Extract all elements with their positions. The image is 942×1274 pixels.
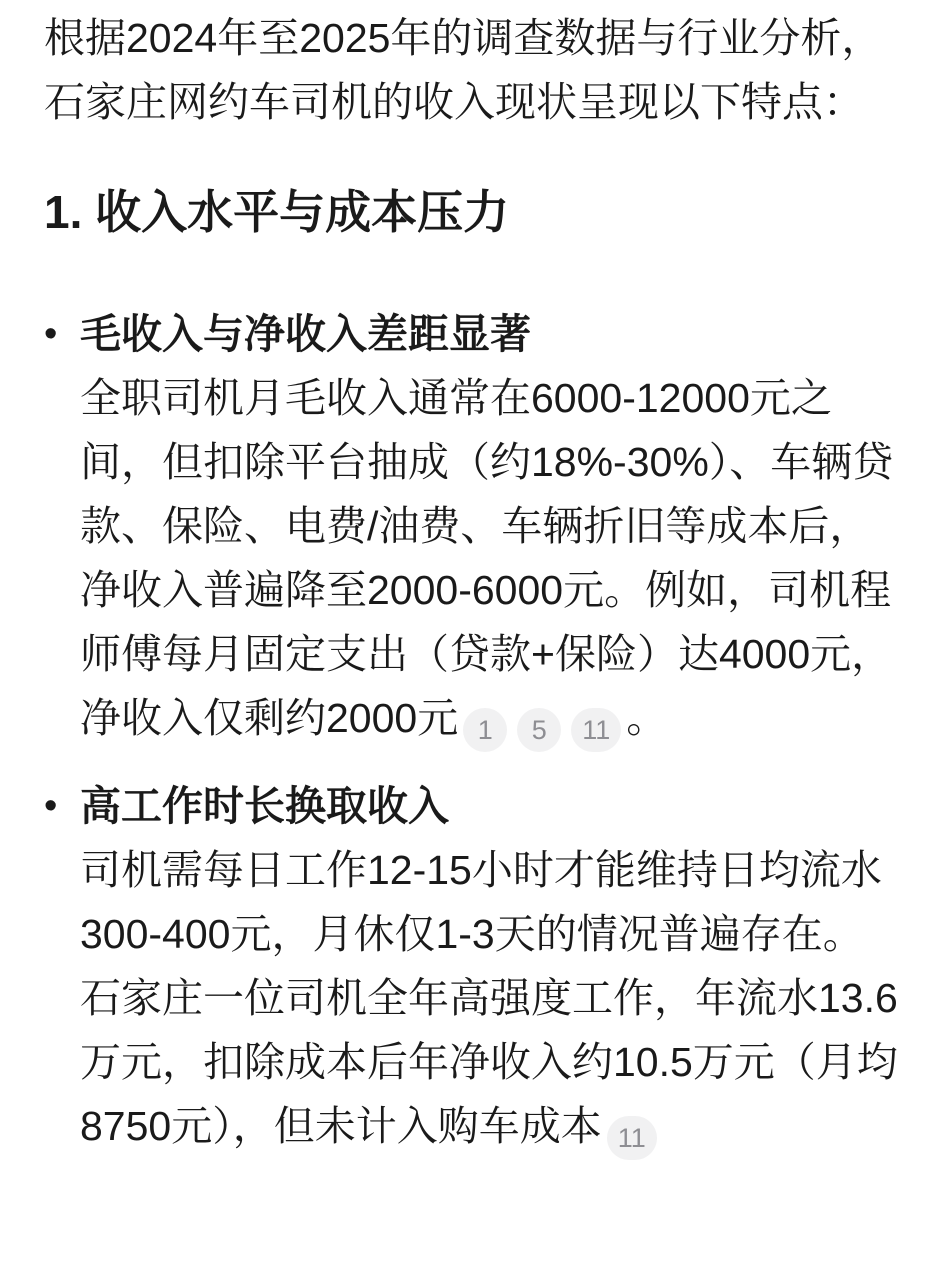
bullet-list — [44, 302, 904, 1160]
bullet-body-period: 。 — [626, 695, 668, 741]
intro-paragraph: 根据2024年至2025年的调查数据与行业分析，石家庄网约车司机的收入现状呈现以下特点： — [44, 15, 883, 125]
bullet-dot-icon: • — [44, 785, 58, 827]
bullet-title: 毛收入与净收入差距显著 — [80, 311, 531, 357]
citation-badge-1[interactable]: 1 — [463, 708, 507, 752]
bullet-body-text: 司机需每日工作12-15小时才能维持日均流水300-400元，月休仅1-3天的情况普遍存在。石家庄一位司机全年高强度工作，年流水13.6万元，扣除成本后年净收入约10.5万元（月均8750元），但未计入购车成本 — [80, 847, 898, 1149]
citation-badge-11[interactable]: 11 — [607, 1116, 657, 1160]
section-heading: 1. 收入水平与成本压力 — [44, 186, 510, 238]
bullet-dot-icon: • — [44, 313, 58, 355]
bullet-content — [80, 302, 904, 752]
bullet-content — [80, 774, 904, 1160]
bullet-item-gross-vs-net — [44, 302, 904, 752]
bullet-body-text: 全职司机月毛收入通常在6000-12000元之间，但扣除平台抽成（约18%-30%）、车辆贷款、保险、电费/油费、车辆折旧等成本后，净收入普遍降至2000-6000元。例如，司机程师傅每月固定支出（贷款+保险）达4000元，净收入仅剩约2000元 — [80, 375, 894, 741]
bullet-title: 高工作时长换取收入 — [80, 783, 449, 829]
bullet-item-long-hours — [44, 774, 904, 1160]
citation-badge-5[interactable]: 5 — [517, 708, 561, 752]
citation-badge-11[interactable]: 11 — [571, 708, 621, 752]
